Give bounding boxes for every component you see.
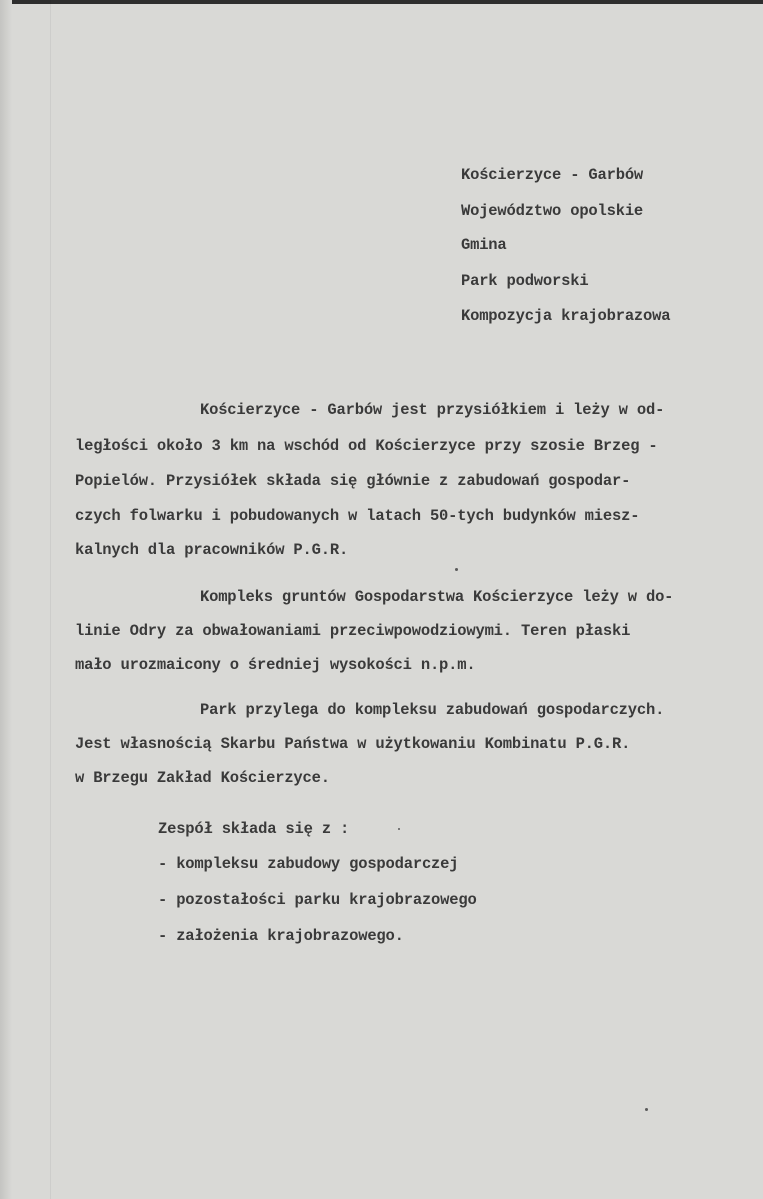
- paragraph-1-line-5: kalnych dla pracowników P.G.R.: [75, 541, 349, 559]
- paragraph-1-line-2: ległości około 3 km na wschód od Kościerzyce przy szosie Brzeg -: [75, 437, 658, 455]
- paper-speck: [645, 1108, 648, 1111]
- header-composition: Kompozycja krajobrazowa: [461, 307, 671, 325]
- composition-item: - kompleksu zabudowy gospodarczej: [158, 855, 459, 873]
- header-gmina: Gmina: [461, 236, 507, 254]
- paragraph-1-line-1: Kościerzyce - Garbów jest przysiółkiem i leży w od-: [200, 401, 665, 419]
- paragraph-3-line-2: Jest własnością Skarbu Państwa w użytkowaniu Kombinatu P.G.R.: [75, 735, 631, 753]
- paragraph-1-line-3: Popielów. Przysiółek składa się głównie z zabudowań gospodar-: [75, 472, 631, 490]
- paragraph-3-line-3: w Brzegu Zakład Kościerzyce.: [75, 769, 330, 787]
- paragraph-3-line-1: Park przylega do kompleksu zabudowań gospodarczych.: [200, 701, 665, 719]
- composition-item: - założenia krajobrazowego.: [158, 927, 404, 945]
- paragraph-1-line-4: czych folwarku i pobudowanych w latach 50-tych budynków miesz-: [75, 507, 640, 525]
- paper-speck: [398, 828, 400, 830]
- header-voivodeship: Województwo opolskie: [461, 202, 644, 220]
- composition-item: - pozostałości parku krajobrazowego: [158, 891, 477, 909]
- paragraph-2-line-1: Kompleks gruntów Gospodarstwa Kościerzyce leży w do-: [200, 588, 674, 606]
- paragraph-2-line-3: mało urozmaicony o średniej wysokości n.p.m.: [75, 656, 476, 674]
- page-top-edge: [0, 0, 763, 4]
- header-place: Kościerzyce - Garbów: [461, 166, 644, 184]
- page-left-edge: [0, 0, 12, 1199]
- header-park-type: Park podworski: [461, 272, 589, 290]
- page-fold-line: [50, 0, 51, 1199]
- paper-speck: [455, 568, 458, 571]
- paragraph-2-line-2: linie Odry za obwałowaniami przeciwpowodziowymi. Teren płaski: [75, 622, 631, 640]
- composition-intro: Zespół składa się z :: [158, 820, 350, 838]
